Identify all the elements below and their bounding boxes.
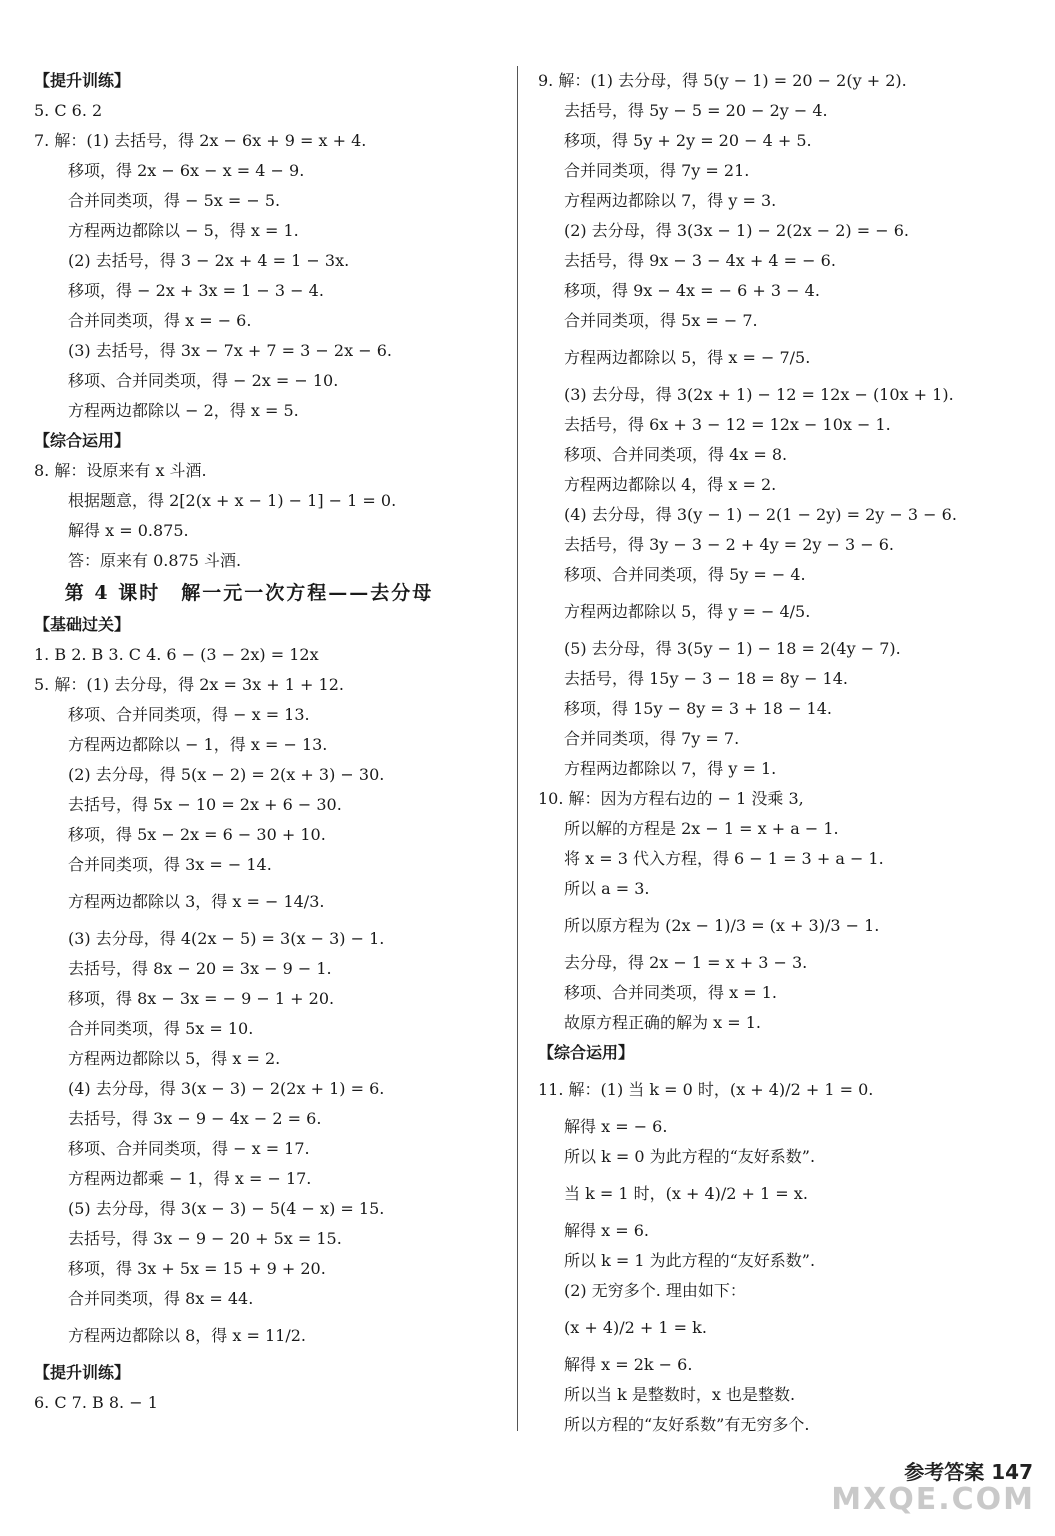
answer-line: 方程两边都除以 4，得 x = 2. xyxy=(564,475,777,494)
answer-line: 方程两边都除以 − 5，得 x = 1. xyxy=(68,221,299,240)
answer-line: 去括号，得 15y − 3 − 18 = 8y − 14. xyxy=(564,669,849,688)
answer-line: 11. 解：(1) 当 k = 0 时，(x + 4)/2 + 1 = 0. xyxy=(538,1080,874,1099)
answer-line: (2) 无穷多个. 理由如下： xyxy=(564,1281,746,1300)
answer-line: 合并同类项，得 5x = 10. xyxy=(68,1019,254,1038)
answer-line: (4) 去分母，得 3(x − 3) − 2(2x + 1) = 6. xyxy=(68,1079,385,1098)
answer-line: 1. B 2. B 3. C 4. 6 − (3 − 2x) = 12x xyxy=(34,645,319,664)
answer-line: 当 k = 1 时，(x + 4)/2 + 1 = x. xyxy=(564,1184,808,1203)
answer-line: (x + 4)/2 + 1 = k. xyxy=(564,1318,707,1337)
page-footer xyxy=(904,1456,1033,1485)
answer-line: 方程两边都除以 − 2，得 x = 5. xyxy=(68,401,299,420)
column-divider xyxy=(517,66,518,1431)
answer-line: 5. C 6. 2 xyxy=(34,101,103,120)
answer-line: 合并同类项，得 8x = 44. xyxy=(68,1289,254,1308)
answer-line: 方程两边都除以 7，得 y = 1. xyxy=(564,759,777,778)
answer-line: 所以 k = 1 为此方程的“友好系数”. xyxy=(564,1251,816,1270)
answer-line: 所以 a = 3. xyxy=(564,879,650,898)
answer-line: 合并同类项，得 3x = − 14. xyxy=(68,855,272,874)
answer-line: 10. 解：因为方程右边的 − 1 没乘 3, xyxy=(538,789,804,808)
answer-line: 5. 解：(1) 去分母，得 2x = 3x + 1 + 12. xyxy=(34,675,344,694)
answer-line: (3) 去分母，得 4(2x − 5) = 3(x − 3) − 1. xyxy=(68,929,385,948)
page-number: 147 xyxy=(991,1460,1033,1484)
answer-line: 方程两边都除以 − 1，得 x = − 13. xyxy=(68,735,328,754)
answer-line: 解得 x = − 6. xyxy=(564,1117,668,1136)
answer-line: 9. 解：(1) 去分母，得 5(y − 1) = 20 − 2(y + 2). xyxy=(538,71,907,90)
footer-label: 参考答案 xyxy=(904,1460,985,1484)
answer-line: 将 x = 3 代入方程，得 6 − 1 = 3 + a − 1. xyxy=(564,849,884,868)
answer-line: 去括号，得 3y − 3 − 2 + 4y = 2y − 3 − 6. xyxy=(564,535,895,554)
answer-line: 方程两边都除以 5，得 y = − 4/5. xyxy=(564,602,811,621)
answer-line: 去括号，得 9x − 3 − 4x + 4 = − 6. xyxy=(564,251,836,270)
answer-line: 移项，得 9x − 4x = − 6 + 3 − 4. xyxy=(564,281,820,300)
answer-line: 移项、合并同类项，得 x = 1. xyxy=(564,983,777,1002)
answer-line: 所以当 k 是整数时，x 也是整数. xyxy=(564,1385,796,1404)
section-title: 【提升训练】 xyxy=(34,71,131,90)
answer-line: 去括号，得 8x − 20 = 3x − 9 − 1. xyxy=(68,959,332,978)
answer-line: 移项、合并同类项，得 − x = 13. xyxy=(68,705,310,724)
answer-line: 方程两边都除以 7，得 y = 3. xyxy=(564,191,777,210)
answer-line: 移项，得 5y + 2y = 20 − 4 + 5. xyxy=(564,131,812,150)
answer-line: 答：原来有 0.875 斗酒. xyxy=(68,551,242,570)
left-column xyxy=(34,66,504,1418)
answer-line: 移项，得 2x − 6x − x = 4 − 9. xyxy=(68,161,305,180)
answer-line: 移项、合并同类项，得 − x = 17. xyxy=(68,1139,310,1158)
answer-line: 方程两边都除以 8，得 x = 11/2. xyxy=(68,1326,306,1345)
answer-line: (2) 去括号，得 3 − 2x + 4 = 1 − 3x. xyxy=(68,251,350,270)
answer-line: 8. 解：设原来有 x 斗酒. xyxy=(34,461,207,480)
answer-line: 6. C 7. B 8. − 1 xyxy=(34,1393,158,1412)
answer-line: 去括号，得 5x − 10 = 2x + 6 − 30. xyxy=(68,795,342,814)
answer-line: (5) 去分母，得 3(x − 3) − 5(4 − x) = 15. xyxy=(68,1199,385,1218)
answer-line: (3) 去括号，得 3x − 7x + 7 = 3 − 2x − 6. xyxy=(68,341,392,360)
answer-line: 合并同类项，得 7y = 21. xyxy=(564,161,750,180)
lesson-heading: 第 4 课时 解一元一次方程——去分母 xyxy=(64,582,434,604)
answer-line: 所以原方程为 (2x − 1)/3 = (x + 3)/3 − 1. xyxy=(564,916,880,935)
answer-line: 7. 解：(1) 去括号，得 2x − 6x + 9 = x + 4. xyxy=(34,131,367,150)
answer-line: 去分母，得 2x − 1 = x + 3 − 3. xyxy=(564,953,808,972)
answer-line: (4) 去分母，得 3(y − 1) − 2(1 − 2y) = 2y − 3 − 6. xyxy=(564,505,957,524)
answer-line: 根据题意，得 2[2(x + x − 1) − 1] − 1 = 0. xyxy=(68,491,397,510)
answer-line: (2) 去分母，得 5(x − 2) = 2(x + 3) − 30. xyxy=(68,765,385,784)
right-column xyxy=(538,66,1028,1440)
answer-line: 移项，得 15y − 8y = 3 + 18 − 14. xyxy=(564,699,833,718)
section-title: 【提升训练】 xyxy=(34,1363,131,1382)
section-title: 【综合运用】 xyxy=(34,431,131,450)
answer-line: 移项，得 5x − 2x = 6 − 30 + 10. xyxy=(68,825,326,844)
answer-line: 方程两边都除以 5，得 x = 2. xyxy=(68,1049,281,1068)
answer-line: 解得 x = 6. xyxy=(564,1221,649,1240)
answer-line: 去括号，得 5y − 5 = 20 − 2y − 4. xyxy=(564,101,828,120)
answer-line: 所以方程的“友好系数”有无穷多个. xyxy=(564,1415,810,1434)
answer-line: 合并同类项，得 x = − 6. xyxy=(68,311,252,330)
answer-line: 解得 x = 2k − 6. xyxy=(564,1355,693,1374)
answer-line: (2) 去分母，得 3(3x − 1) − 2(2x − 2) = − 6. xyxy=(564,221,910,240)
watermark: MXQE.COM xyxy=(831,1482,1035,1517)
answer-line: 解得 x = 0.875. xyxy=(68,521,189,540)
section-title: 【综合运用】 xyxy=(538,1043,635,1062)
answer-line: (3) 去分母，得 3(2x + 1) − 12 = 12x − (10x + 1). xyxy=(564,385,954,404)
answer-line: 方程两边都除以 5，得 x = − 7/5. xyxy=(564,348,811,367)
answer-line: 所以解的方程是 2x − 1 = x + a − 1. xyxy=(564,819,839,838)
answer-line: 移项，得 3x + 5x = 15 + 9 + 20. xyxy=(68,1259,326,1278)
answer-line: (5) 去分母，得 3(5y − 1) − 18 = 2(4y − 7). xyxy=(564,639,901,658)
answer-line: 所以 k = 0 为此方程的“友好系数”. xyxy=(564,1147,816,1166)
answer-line: 方程两边都除以 3，得 x = − 14/3. xyxy=(68,892,325,911)
answer-line: 合并同类项，得 − 5x = − 5. xyxy=(68,191,281,210)
answer-line: 去括号，得 3x − 9 − 20 + 5x = 15. xyxy=(68,1229,342,1248)
answer-line: 去括号，得 3x − 9 − 4x − 2 = 6. xyxy=(68,1109,322,1128)
answer-line: 移项、合并同类项，得 4x = 8. xyxy=(564,445,788,464)
answer-line: 去括号，得 6x + 3 − 12 = 12x − 10x − 1. xyxy=(564,415,891,434)
answer-line: 故原方程正确的解为 x = 1. xyxy=(564,1013,761,1032)
answer-line: 方程两边都乘 − 1，得 x = − 17. xyxy=(68,1169,312,1188)
answer-line: 移项、合并同类项，得 5y = − 4. xyxy=(564,565,806,584)
answer-line: 合并同类项，得 5x = − 7. xyxy=(564,311,758,330)
answer-line: 移项，得 8x − 3x = − 9 − 1 + 20. xyxy=(68,989,335,1008)
answer-line: 移项，得 − 2x + 3x = 1 − 3 − 4. xyxy=(68,281,324,300)
answer-line: 移项、合并同类项，得 − 2x = − 10. xyxy=(68,371,339,390)
answer-line: 合并同类项，得 7y = 7. xyxy=(564,729,740,748)
section-title: 【基础过关】 xyxy=(34,615,131,634)
